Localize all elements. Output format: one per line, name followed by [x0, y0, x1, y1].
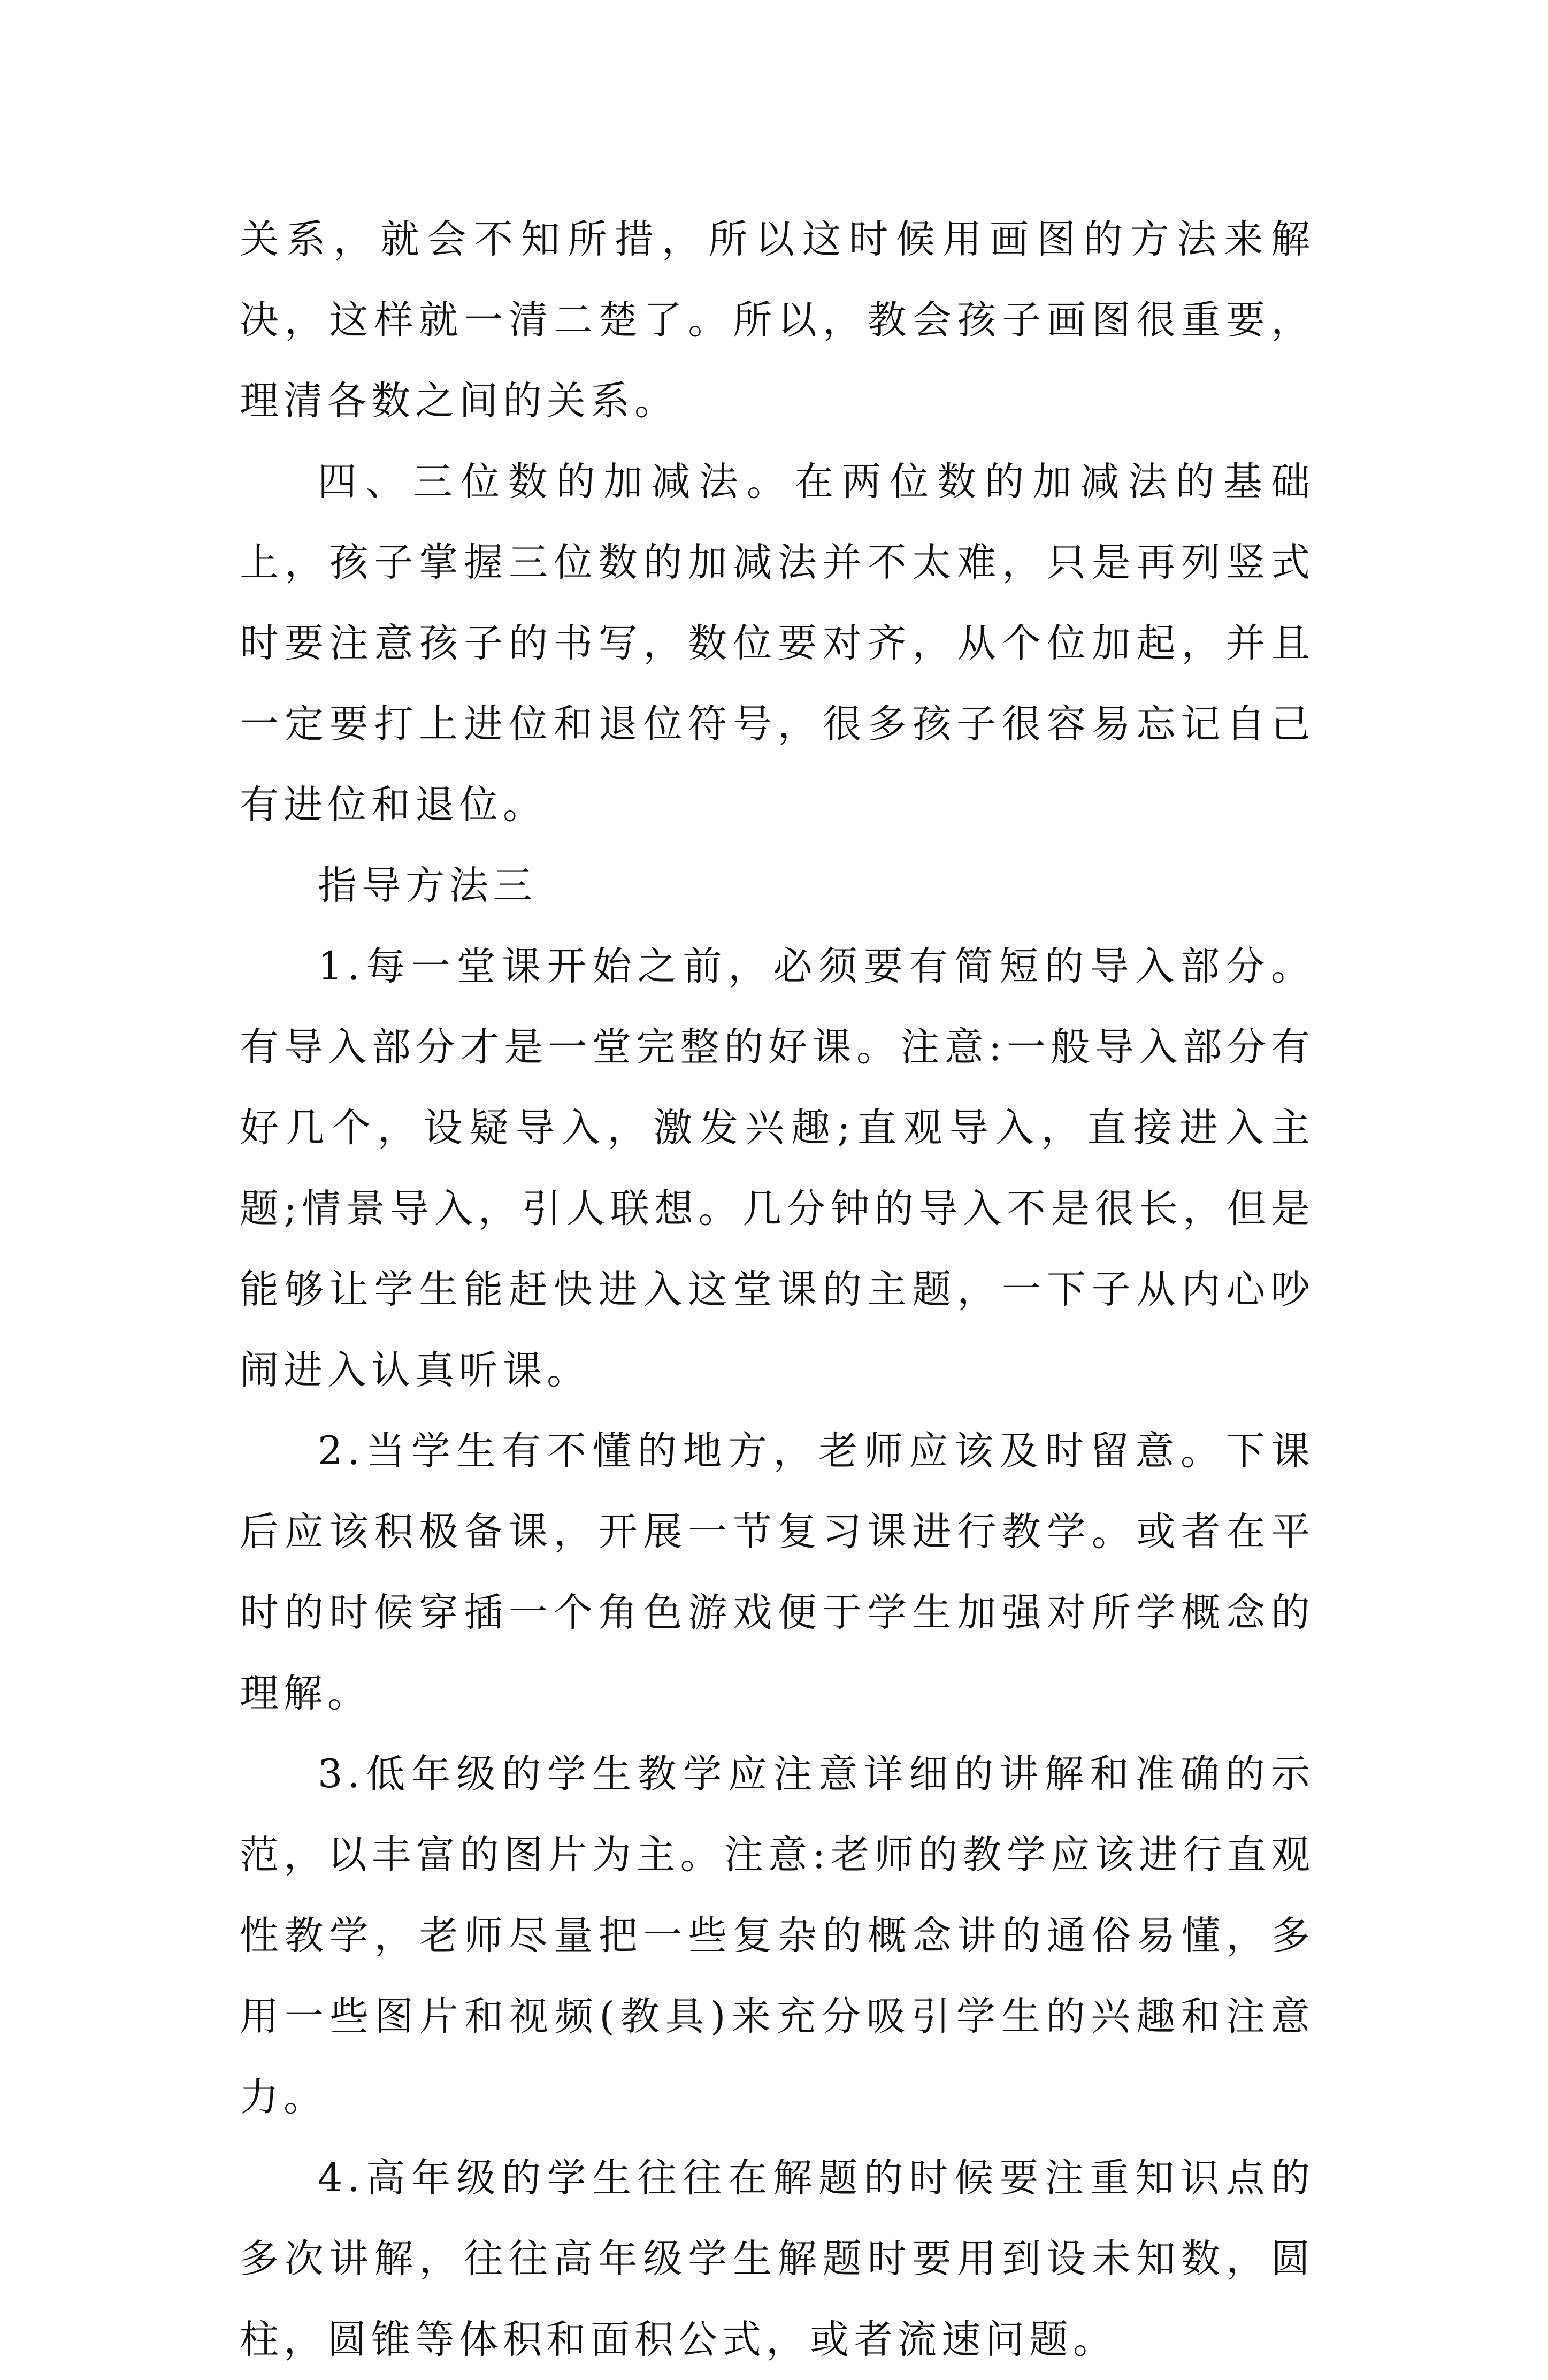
- section-heading: 指导方法三: [318, 863, 537, 908]
- paragraph-item-1: 1.每一堂课开始之前，必须要有简短的导入部分。有导入部分才是一堂完整的好课。注意:一般导入部分有好几个，设疑导入，激发兴趣;直观导入，直接进入主题;情景导入，引人联想。几分钟的导入不是很长，但是能够让学生能赶快进入这堂课的主题，一下子从内心吵闹进入认真听课。: [240, 944, 1315, 1393]
- document-body: [240, 199, 1315, 2380]
- paragraph-three-digit-addition: 四、三位数的加减法。在两位数的加减法的基础上，孩子掌握三位数的加减法并不太难，只是再列竖式时要注意孩子的书写，数位要对齐，从个位加起，并且一定要打上进位和退位符号，很多孩子很容易忘记自己有进位和退位。: [240, 459, 1315, 828]
- paragraph-continuation: 关系，就会不知所措，所以这时候用画图的方法来解决，这样就一清二楚了。所以，教会孩子画图很重要，理清各数之间的关系。: [240, 217, 1315, 424]
- paragraph-item-3: 3.低年级的学生教学应注意详细的讲解和准确的示范，以丰富的图片为主。注意:老师的教学应该进行直观性教学，老师尽量把一些复杂的概念讲的通俗易懂，多用一些图片和视频(教具)来充分吸引学生的兴趣和注意力。: [240, 1751, 1315, 2120]
- paragraph-item-2: 2.当学生有不懂的地方，老师应该及时留意。下课后应该积极备课，开展一节复习课进行教学。或者在平时的时候穿插一个角色游戏便于学生加强对所学概念的理解。: [240, 1428, 1315, 1716]
- paragraph-item-4: 4.高年级的学生往往在解题的时候要注重知识点的多次讲解，往往高年级学生解题时要用到设未知数，圆柱，圆锥等体积和面积公式，或者流速问题。: [240, 2155, 1315, 2362]
